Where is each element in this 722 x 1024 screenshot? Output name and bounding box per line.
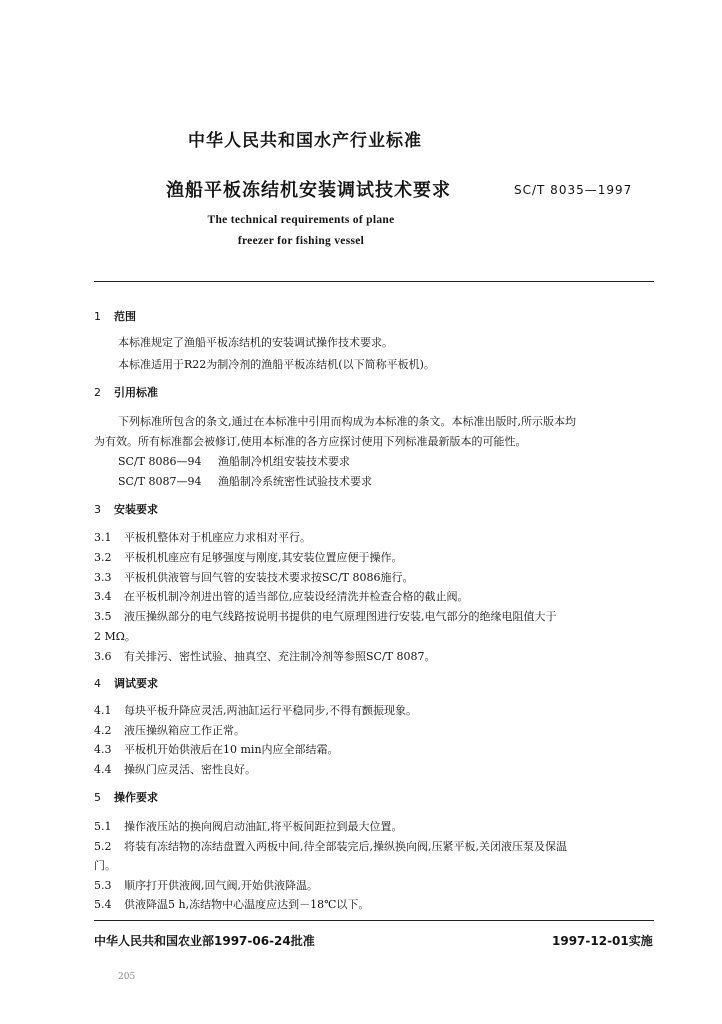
clause-text: 液压操纵部分的电气线路按说明书提供的电气原理图进行安装,电气部分的绝缘电阻值大于 (124, 610, 557, 623)
section-title: 引用标准 (114, 386, 158, 399)
clause-item (94, 608, 557, 624)
clause-text: 每块平板升降应灵活,两油缸运行平稳同步,不得有颤振现象。 (124, 704, 417, 717)
document-title-chinese: 渔船平板冻结机安装调试技术要求 (166, 180, 451, 201)
header-divider (94, 281, 654, 282)
clause-number: 5.2 (94, 840, 112, 853)
clause-number: 5.4 (94, 898, 112, 911)
clause-item (94, 818, 403, 834)
reference-title: 渔船制冷机组安装技术要求 (218, 455, 350, 468)
section-title: 范围 (114, 310, 136, 323)
clause-item (94, 549, 403, 565)
reference-code: SC/T 8087—94 (118, 475, 202, 488)
section-5-heading (94, 789, 158, 805)
clause-item (94, 588, 469, 604)
clause-item (94, 529, 311, 545)
clause-item (94, 702, 417, 718)
clause-continuation: 2 MΩ。 (94, 630, 136, 643)
clause-number: 3.2 (94, 551, 112, 564)
clause-item (94, 838, 567, 854)
clause-number: 5.3 (94, 879, 112, 892)
clause-number: 4.3 (94, 743, 112, 756)
clause-number: 4.2 (94, 724, 112, 737)
clause-item (94, 648, 435, 664)
clause-text: 操纵门应灵活、密性良好。 (124, 763, 256, 776)
clause-text: 操作液压站的换向阀启动油缸,将平板间距拉到最大位置。 (124, 820, 403, 833)
section-number: 1 (94, 310, 101, 323)
clause-number: 3.5 (94, 610, 112, 623)
clause-number: 3.1 (94, 531, 112, 544)
clause-number: 4.1 (94, 704, 112, 717)
clause-text: 将装有冻结物的冻结盘置入两板中间,待全部装完后,操纵换向阀,压紧平板,关闭液压泵及保温 (124, 840, 567, 853)
implementation-date: 1997-12-01实施 (552, 934, 653, 948)
section-2-paragraph: 下列标准所包含的条文,通过在本标准中引用而构成为本标准的条文。本标准出版时,所示版本均 (118, 415, 576, 428)
clause-item (94, 896, 369, 912)
section-number: 2 (94, 386, 101, 399)
section-4-heading (94, 675, 158, 691)
reference-item (118, 453, 350, 469)
clause-item (94, 877, 318, 893)
section-title: 安装要求 (114, 503, 158, 516)
clause-number: 5.1 (94, 820, 112, 833)
clause-text: 顺序打开供液阀,回气阀,开始供液降温。 (124, 879, 318, 892)
standard-issuer: 中华人民共和国水产行业标准 (188, 131, 422, 151)
clause-number: 3.3 (94, 571, 112, 584)
section-1-paragraph-2: 本标准适用于R22为制冷剂的渔船平板冻结机(以下简称平板机)。 (118, 358, 435, 371)
page-number: 205 (118, 972, 136, 982)
section-number: 4 (94, 677, 101, 690)
clause-number: 3.6 (94, 650, 112, 663)
document-title-english-line2: freezer for fishing vessel (237, 235, 365, 247)
section-number: 5 (94, 791, 101, 804)
clause-item (94, 741, 339, 757)
clause-continuation: 门。 (94, 859, 116, 872)
section-2-paragraph-cont: 为有效。所有标准都会被修订,使用本标准的各方应探讨使用下列标准最新版本的可能性。 (94, 435, 527, 448)
reference-item (118, 473, 372, 489)
section-title: 操作要求 (114, 791, 158, 804)
clause-number: 4.4 (94, 763, 112, 776)
document-title-english-line1: The technical requirements of plane (207, 214, 395, 226)
clause-text: 在平板机制冷剂进出管的适当部位,应装设经清洗并检查合格的截止阀。 (124, 590, 469, 603)
section-2-heading (94, 384, 158, 400)
clause-item (94, 722, 245, 738)
clause-item (94, 569, 413, 585)
footer-divider (94, 920, 654, 921)
section-title: 调试要求 (114, 677, 158, 690)
reference-title: 渔船制冷系统密性试验技术要求 (218, 475, 372, 488)
clause-text: 供液降温5 h,冻结物中心温度应达到－18℃以下。 (124, 898, 370, 911)
section-1-heading (94, 308, 136, 324)
standard-code: SC/T 8035—1997 (514, 183, 633, 197)
clause-number: 3.4 (94, 590, 112, 603)
clause-text: 平板机供液管与回气管的安装技术要求按SC/T 8086施行。 (124, 571, 414, 584)
approval-line: 中华人民共和国农业部1997-06-24批准 (94, 934, 315, 948)
section-number: 3 (94, 503, 101, 516)
reference-code: SC/T 8086—94 (118, 455, 202, 468)
clause-text: 平板机整体对于机座应力求相对平行。 (124, 531, 311, 544)
clause-text: 平板机机座应有足够强度与刚度,其安装位置应便于操作。 (124, 551, 403, 564)
clause-text: 有关排污、密性试验、抽真空、充注制冷剂等参照SC/T 8087。 (124, 650, 436, 663)
section-1-paragraph-1: 本标准规定了渔船平板冻结机的安装调试操作技术要求。 (118, 336, 393, 349)
clause-text: 液压操纵箱应工作正常。 (124, 724, 245, 737)
section-3-heading (94, 501, 158, 517)
clause-item (94, 761, 256, 777)
clause-text: 平板机开始供液后在10 min内应全部结霜。 (124, 743, 339, 756)
